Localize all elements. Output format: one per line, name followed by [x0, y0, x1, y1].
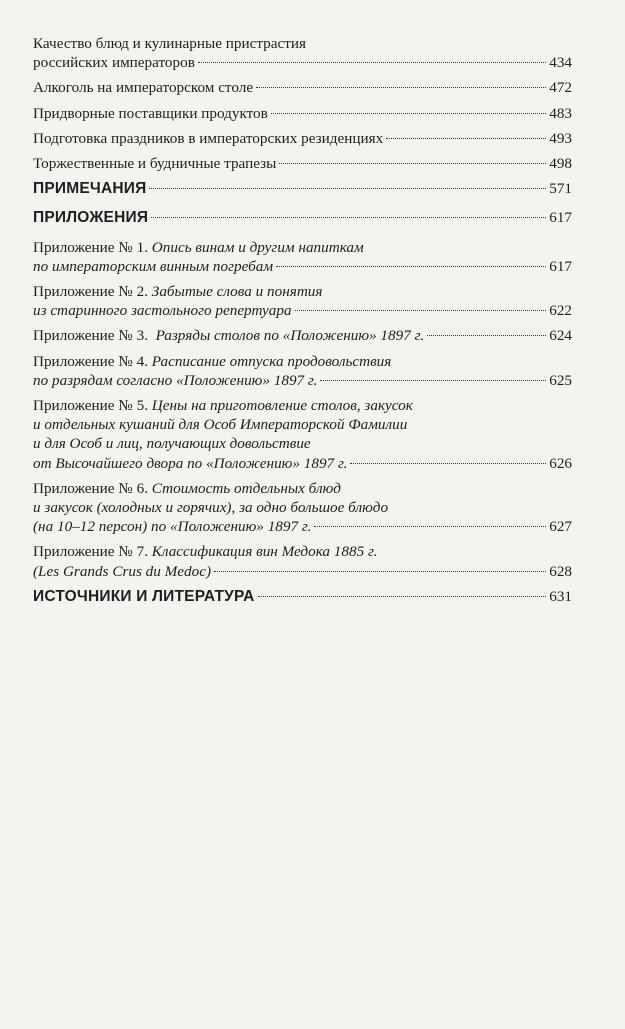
appendix-label: Приложение № 6. [33, 479, 148, 497]
dot-leader [149, 188, 546, 189]
appendix-title: Стоимость отдельных блюд [151, 479, 341, 497]
toc-entry[interactable] [33, 129, 572, 148]
page-number: 483 [549, 104, 572, 122]
toc-section-notes[interactable] [33, 179, 572, 198]
appendix-label: Приложение № 3. [33, 327, 148, 345]
appendix-label: Приложение № 1. [33, 238, 148, 256]
dot-leader [151, 217, 546, 218]
toc-appendix-4[interactable] [33, 352, 572, 390]
page-number: 631 [549, 587, 572, 605]
dot-leader [350, 463, 546, 464]
page-number: 626 [549, 454, 572, 472]
page-number: 627 [549, 518, 572, 536]
toc-entry[interactable] [33, 154, 572, 173]
toc-entry-title: Алкоголь на императорском столе [33, 79, 254, 97]
page-number: 624 [549, 327, 572, 345]
toc-entry-title: Подготовка праздников в императорских резиденциях [33, 129, 384, 147]
appendix-label: Приложение № 2. [33, 283, 148, 301]
dot-leader [427, 335, 546, 336]
appendix-title: и для Особ и лиц, получающих довольствие [33, 435, 311, 453]
page-number: 498 [549, 155, 572, 173]
page-number: 625 [549, 371, 572, 389]
table-of-contents [33, 34, 572, 616]
appendix-label: Приложение № 7. [33, 543, 148, 561]
page-number: 571 [549, 180, 572, 198]
toc-appendix-2[interactable] [33, 282, 572, 320]
toc-entry[interactable] [33, 34, 572, 72]
page-number: 493 [549, 129, 572, 147]
dot-leader [258, 596, 547, 597]
dot-leader [256, 87, 546, 88]
appendix-title: от Высочайшего двора по «Положению» 1897 г. [33, 454, 348, 472]
page-number: 628 [549, 562, 572, 580]
appendix-label: Приложение № 5. [33, 397, 148, 415]
appendix-title: (на 10–12 персон) по «Положению» 1897 г. [33, 518, 312, 536]
appendix-title: Опись винам и другим напиткам [151, 238, 364, 256]
page-number: 472 [549, 79, 572, 97]
toc-appendix-3[interactable] [33, 326, 572, 345]
toc-entry[interactable] [33, 104, 572, 123]
toc-appendix-6[interactable] [33, 479, 572, 537]
toc-entry-title: Придворные поставщики продуктов [33, 104, 268, 122]
page-number: 434 [549, 54, 572, 72]
toc-section-sources[interactable] [33, 587, 572, 606]
appendix-title: Классификация вин Медока 1885 г. [151, 543, 378, 561]
appendix-title: Расписание отпуска продовольствия [151, 352, 392, 370]
dot-leader [386, 138, 546, 139]
appendix-title: Забытые слова и понятия [151, 283, 323, 301]
section-heading: ПРИЛОЖЕНИЯ [33, 209, 149, 227]
appendix-title: из старинного застольного репертуара [33, 302, 292, 320]
dot-leader [314, 526, 546, 527]
page-number: 622 [549, 302, 572, 320]
toc-entry-title: Торжественные и будничные трапезы [33, 155, 277, 173]
dot-leader [271, 113, 546, 114]
dot-leader [276, 266, 546, 267]
toc-entry-title: Качество блюд и кулинарные пристрастия [33, 35, 306, 52]
appendix-label: Приложение № 4. [33, 352, 148, 370]
dot-leader [295, 310, 547, 311]
dot-leader [214, 571, 546, 572]
toc-entry[interactable] [33, 78, 572, 97]
dot-leader [279, 163, 546, 164]
toc-section-appendices[interactable] [33, 208, 572, 227]
appendix-title: (Les Grands Crus du Medoc) [33, 562, 212, 580]
toc-appendix-5[interactable] [33, 396, 572, 473]
dot-leader [198, 62, 546, 63]
appendix-title: по императорским винным погребам [33, 257, 274, 275]
dot-leader [320, 380, 546, 381]
appendix-title: Цены на приготовление столов, закусок [151, 397, 413, 415]
section-heading: ИСТОЧНИКИ И ЛИТЕРАТУРА [33, 587, 255, 605]
page-number: 617 [549, 209, 572, 227]
page-number: 617 [549, 257, 572, 275]
toc-entry-title: российских императоров [33, 54, 195, 72]
appendix-title: и закусок (холодных и горячих), за одно большое блюдо [33, 499, 389, 517]
appendix-title: и отдельных кушаний для Особ Императорской Фамилии [33, 416, 408, 434]
section-heading: ПРИМЕЧАНИЯ [33, 180, 147, 198]
appendix-title: по разрядам согласно «Положению» 1897 г. [33, 371, 318, 389]
toc-appendix-1[interactable] [33, 238, 572, 276]
toc-appendix-7[interactable] [33, 542, 572, 580]
appendix-title: Разряды столов по «Положению» 1897 г. [155, 327, 425, 345]
